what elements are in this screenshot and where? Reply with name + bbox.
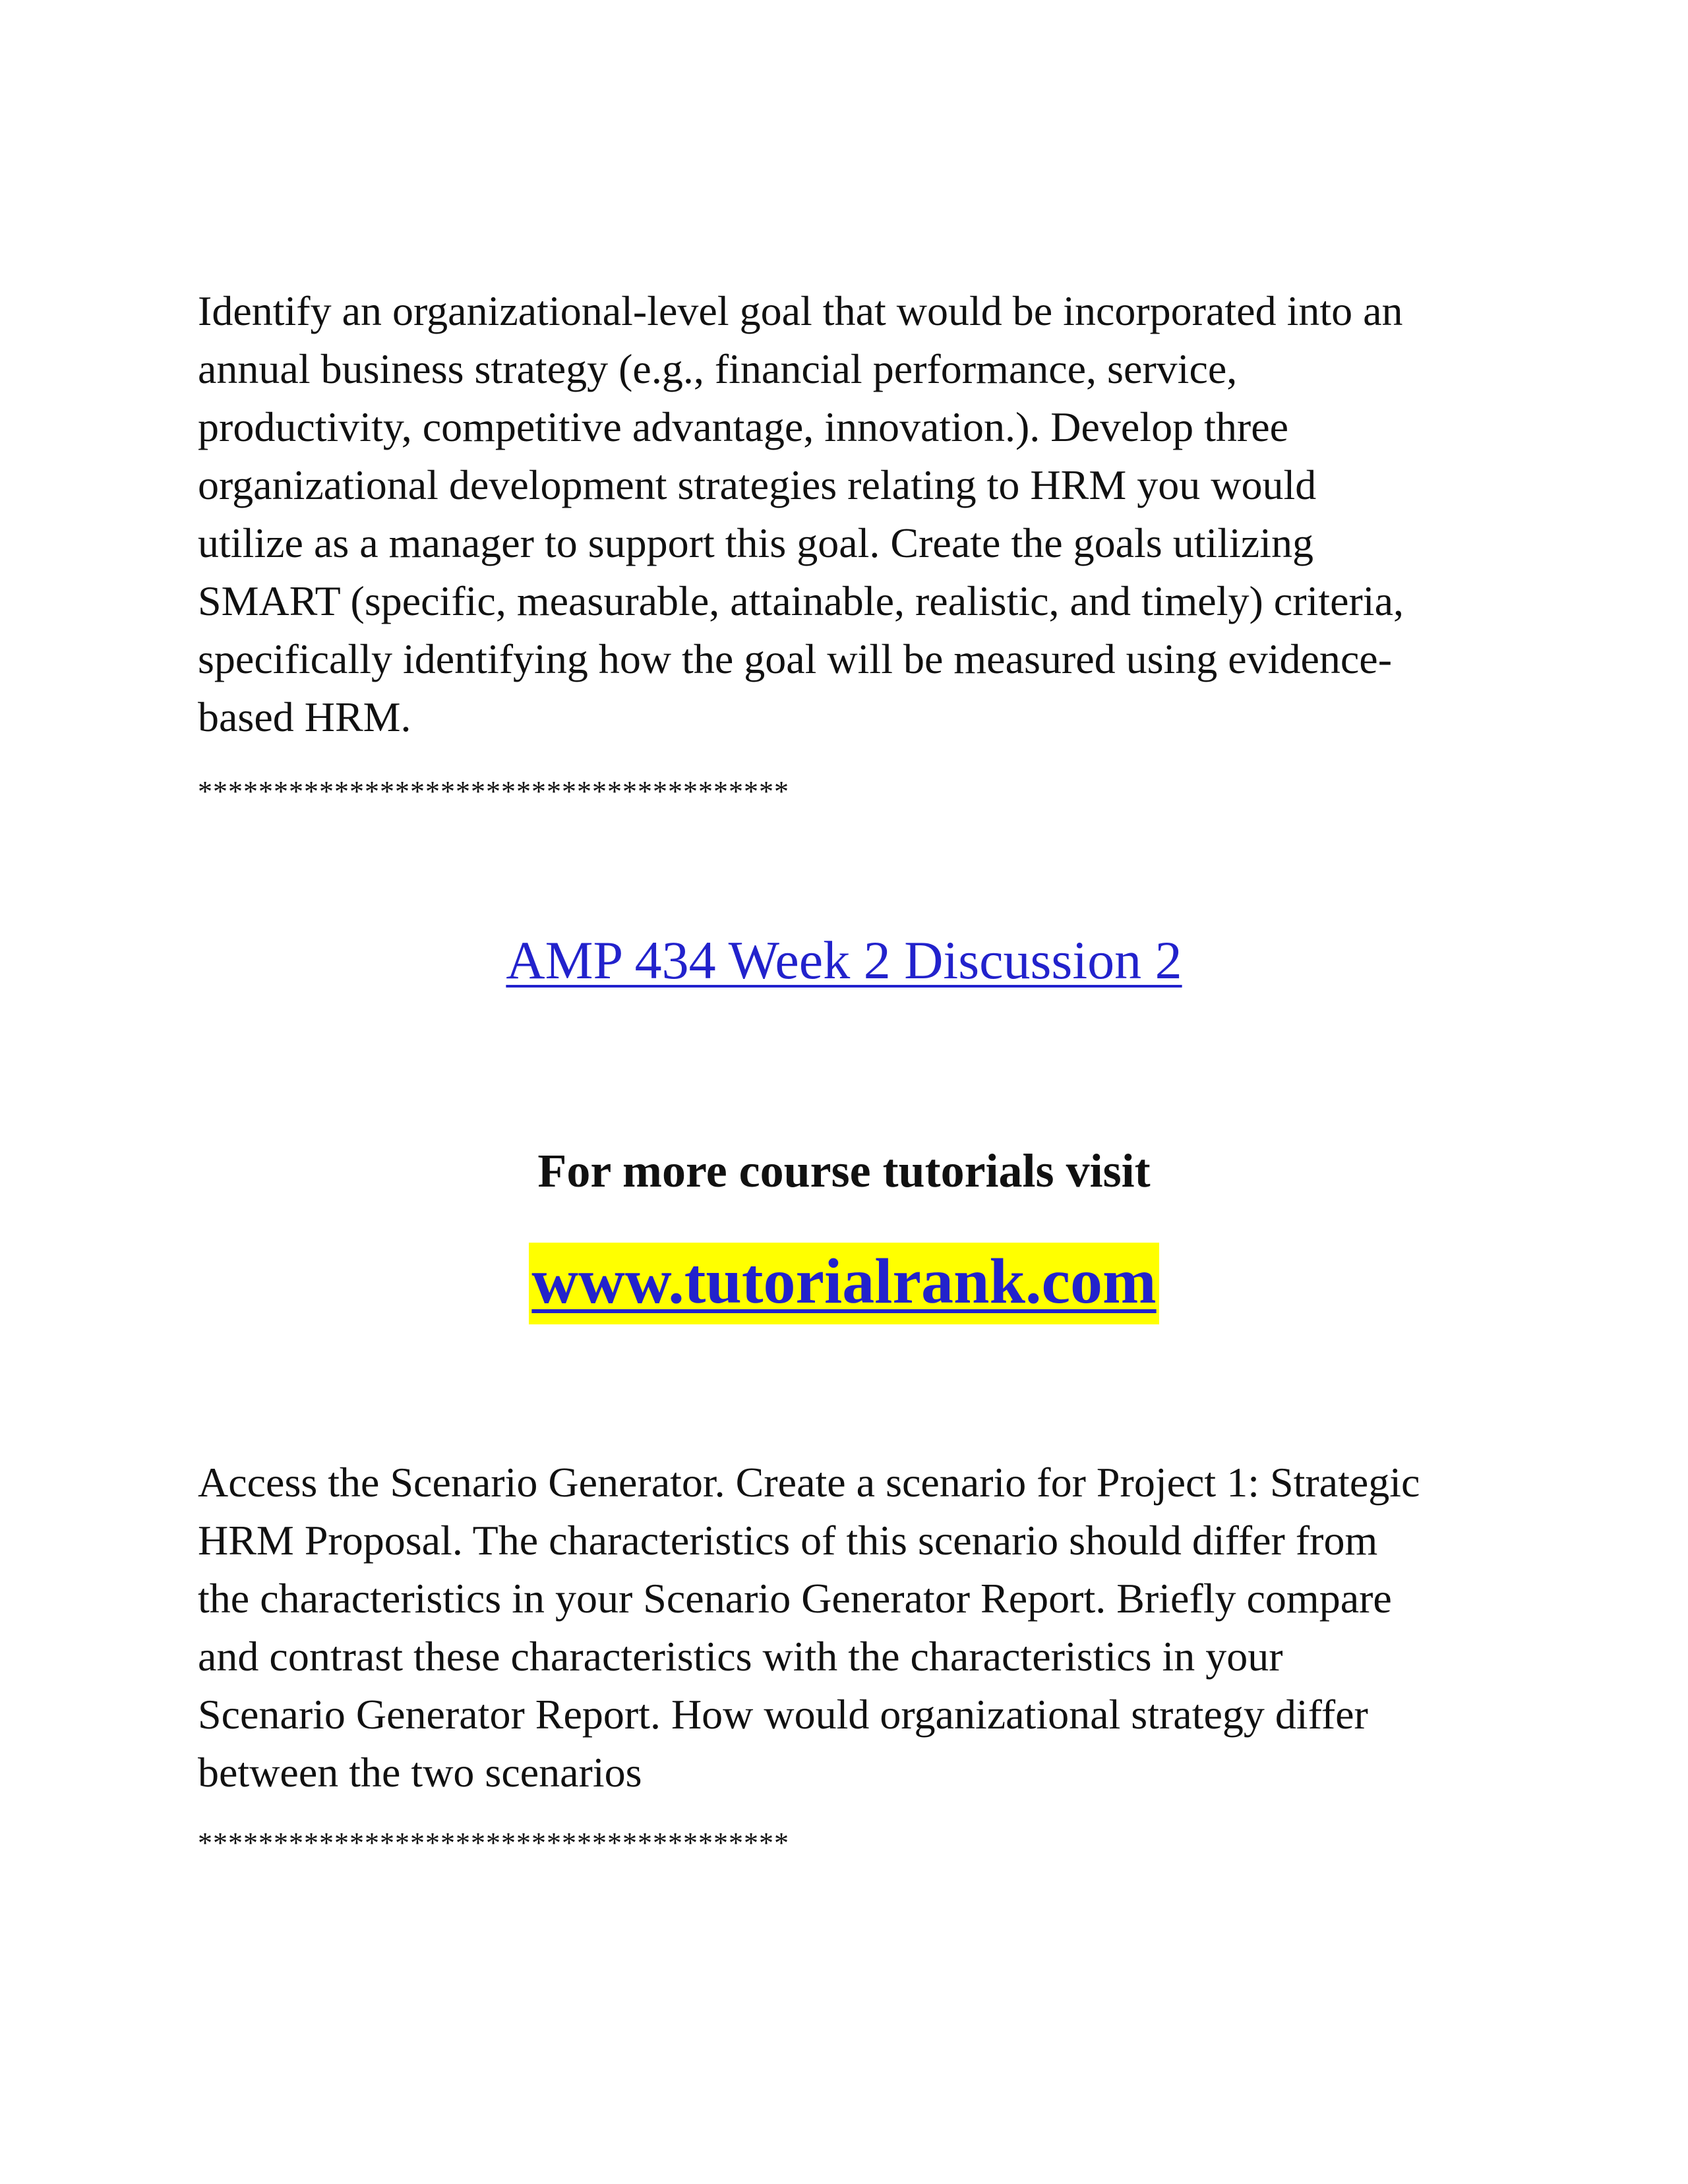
body-paragraph [198, 1454, 1490, 1802]
intro-line: annual business strategy (e.g., financial performance, service, [198, 345, 1238, 392]
visit-text: For more course tutorials visit [537, 1144, 1151, 1197]
body-line: Scenario Generator Report. How would organizational strategy differ [198, 1691, 1368, 1738]
intro-line: organizational development strategies relating to HRM you would [198, 461, 1317, 508]
intro-paragraph [198, 282, 1490, 746]
body-line: and contrast these characteristics with the characteristics in your [198, 1633, 1283, 1680]
site-link[interactable]: www.tutorialrank.com [529, 1243, 1159, 1324]
separator-top: *************************************** [198, 775, 789, 808]
separator-bottom: *************************************** [198, 1827, 789, 1859]
intro-line: based HRM. [198, 694, 411, 740]
intro-line: specifically identifying how the goal will be measured using evidence- [198, 635, 1392, 682]
discussion-title-link[interactable]: AMP 434 Week 2 Discussion 2 [506, 930, 1182, 990]
body-line: HRM Proposal. The characteristics of this scenario should differ from [198, 1517, 1378, 1564]
body-line: Access the Scenario Generator. Create a scenario for Project 1: Strategic [198, 1459, 1420, 1506]
site-link-wrapper [0, 1243, 1688, 1324]
intro-line: utilize as a manager to support this goal. Create the goals utilizing [198, 519, 1313, 566]
intro-line: SMART (specific, measurable, attainable, realistic, and timely) criteria, [198, 577, 1404, 624]
intro-line: productivity, competitive advantage, innovation.). Develop three [198, 403, 1288, 450]
body-line: the characteristics in your Scenario Generator Report. Briefly compare [198, 1575, 1392, 1622]
intro-line: Identify an organizational-level goal that would be incorporated into an [198, 287, 1403, 334]
body-line: between the two scenarios [198, 1749, 642, 1796]
